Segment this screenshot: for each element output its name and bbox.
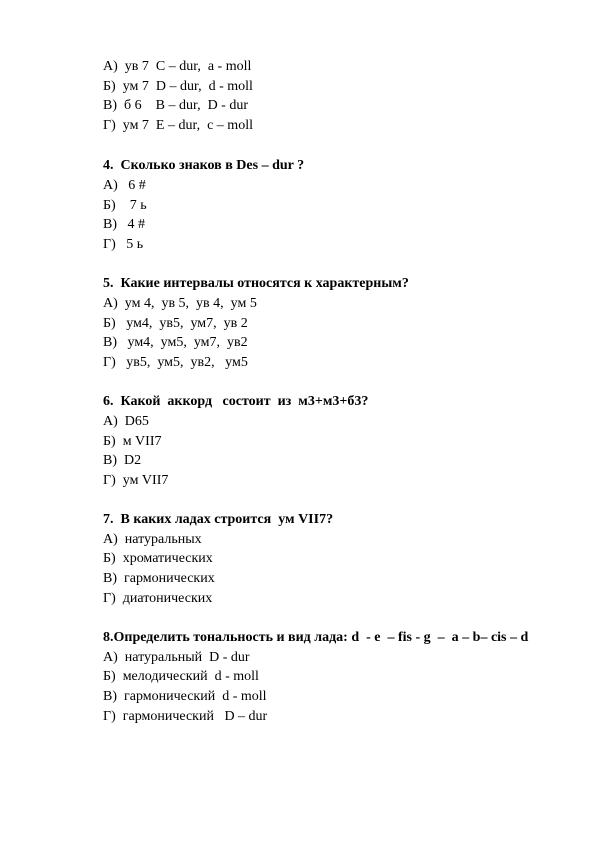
answer-option: А) ув 7 С – dur, a - moll (103, 59, 252, 74)
answer-option: В) гармонических (103, 571, 215, 587)
question-title: 8.Определить тональность и вид лада: d - e – fis - g – a – b– cis – d (103, 630, 529, 646)
spacer (103, 490, 563, 510)
question-title: 6. Какой аккорд состоит из м3+м3+б3? (103, 394, 369, 410)
question-6-block (103, 392, 563, 490)
answer-option: В) гармонический d - moll (103, 689, 267, 705)
answer-option: Б) ум4, ув5, ум7, ув 2 (103, 315, 248, 331)
answer-option: Г) ум VII7 (103, 472, 169, 488)
document-page (103, 57, 563, 726)
spacer (103, 135, 563, 156)
question-7-block (103, 510, 563, 608)
answer-option: Б) мелодический d - moll (103, 669, 259, 685)
answer-option: Г) ум 7 E – dur, c – moll (103, 117, 253, 133)
answer-option: Б) хроматических (103, 551, 213, 567)
question-3-block (103, 57, 563, 135)
answer-option: Г) диатонических (103, 590, 213, 606)
answer-option: Г) гармонический D – dur (103, 708, 268, 724)
answer-option: А) натуральных (103, 531, 202, 547)
answer-option: А) натуральный D - dur (103, 649, 250, 665)
spacer (103, 608, 563, 628)
answer-option: А) ум 4, ув 5, ув 4, ум 5 (103, 295, 257, 311)
question-title: 5. Какие интервалы относятся к характерным? (103, 276, 409, 292)
question-4-block (103, 156, 563, 254)
answer-option: В) ум4, ум5, ум7, ув2 (103, 335, 248, 351)
answer-option: Б) ум 7 D – dur, d - moll (103, 78, 253, 94)
answer-option: Г) 5 ь (103, 236, 144, 252)
answer-option: В) б 6 B – dur, D - dur (103, 98, 248, 114)
answer-option: В) 4 # (103, 217, 145, 233)
question-title: 7. В каких ладах строится ум VII7? (103, 512, 334, 528)
answer-option: Б) 7 ь (103, 197, 147, 213)
answer-option: В) D2 (103, 453, 142, 469)
question-5-block (103, 274, 563, 372)
spacer (103, 254, 563, 274)
answer-option: А) D65 (103, 413, 149, 429)
question-title: 4. Сколько знаков в Des – dur ? (103, 158, 305, 174)
spacer (103, 372, 563, 392)
question-8-block (103, 628, 563, 726)
answer-option: Г) ув5, ум5, ув2, ум5 (103, 354, 248, 370)
answer-option: А) 6 # (103, 177, 146, 193)
answer-option: Б) м VII7 (103, 433, 162, 449)
